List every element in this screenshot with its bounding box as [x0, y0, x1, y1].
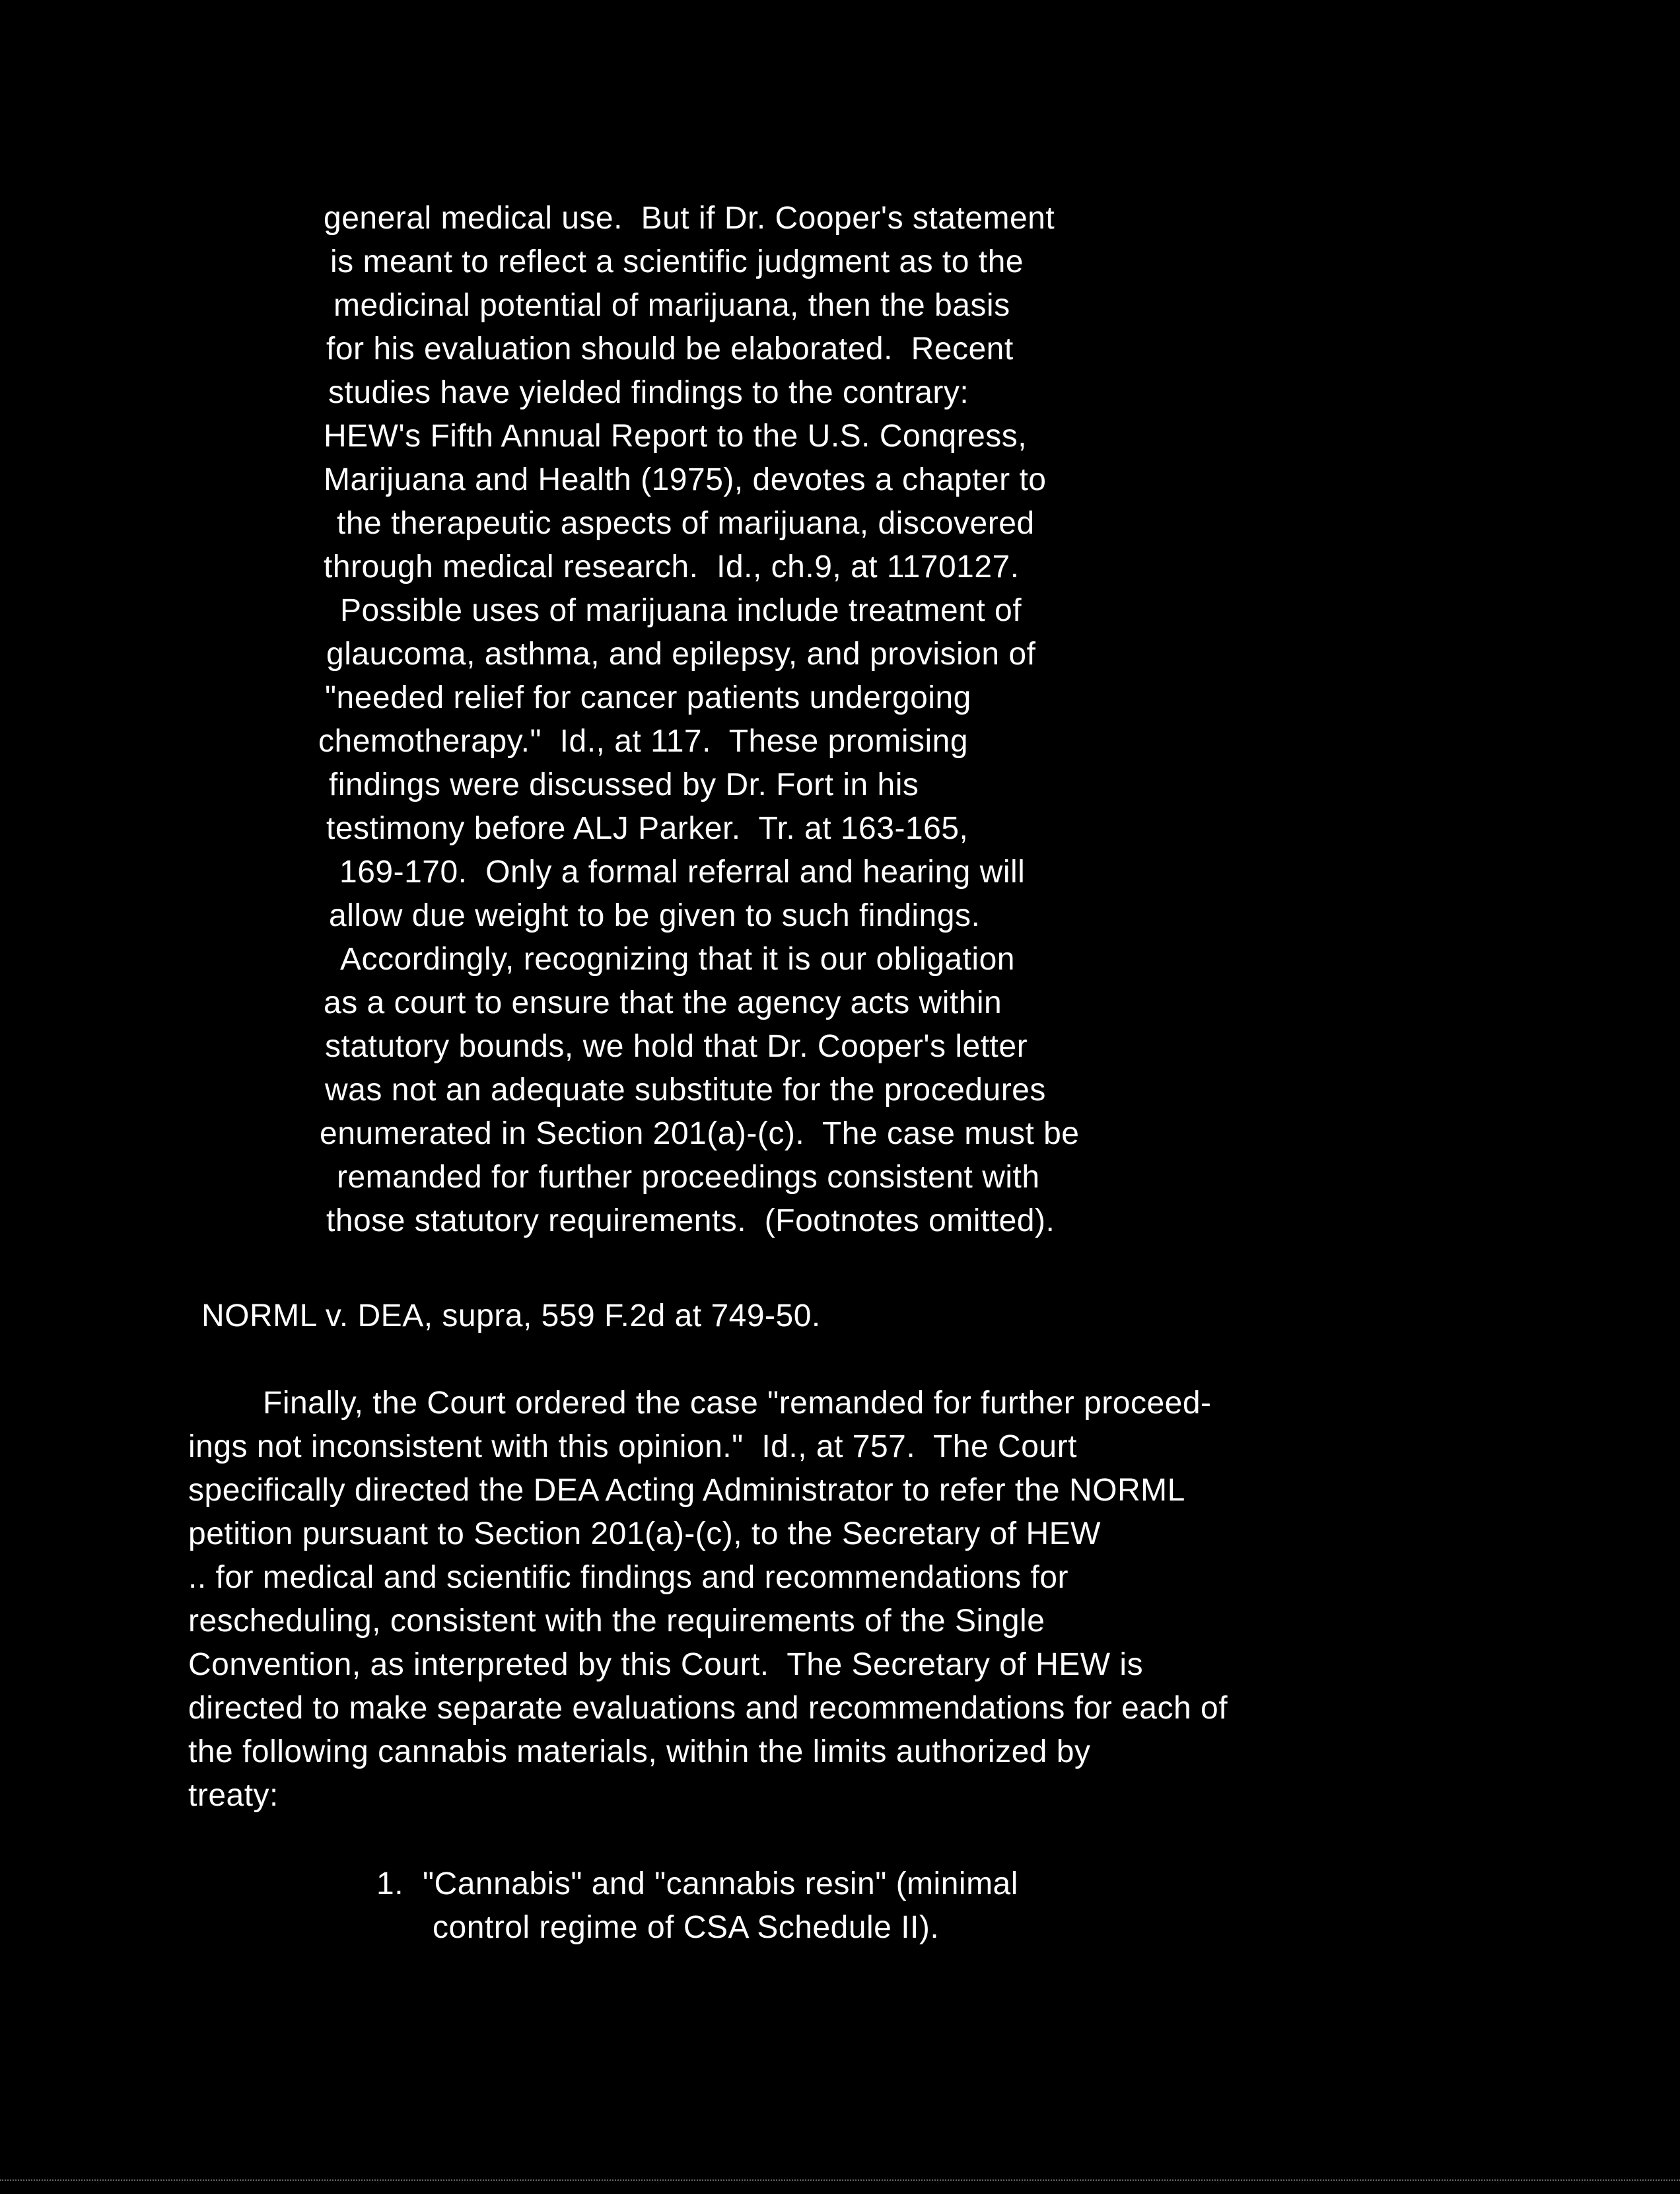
paragraph-line: .. for medical and scientific findings and recommendations for — [188, 1560, 1068, 1595]
quote-line: was not an adequate substitute for the procedures — [325, 1073, 1046, 1108]
quote-line: Marijuana and Health (1975), devotes a chapter to — [324, 462, 1047, 497]
citation: NORML v. DEA, supra, 559 F.2d at 749-50. — [201, 1298, 821, 1333]
paragraph-line: specifically directed the DEA Acting Administrator to refer the NORML — [188, 1473, 1185, 1508]
quote-line: the therapeutic aspects of marijuana, discovered — [337, 506, 1035, 541]
quote-line: statutory bounds, we hold that Dr. Cooper's letter — [325, 1029, 1028, 1064]
paragraph-line: Convention, as interpreted by this Court. The Secretary of HEW is — [188, 1647, 1144, 1682]
scan-edge-divider — [0, 2179, 1680, 2181]
quote-line: remanded for further proceedings consistent with — [337, 1160, 1040, 1195]
quote-line: general medical use. But if Dr. Cooper's statement — [324, 201, 1055, 236]
paragraph-line: rescheduling, consistent with the requirements of the Single — [188, 1604, 1045, 1639]
paragraph-line: Finally, the Court ordered the case "remanded for further proceed- — [263, 1386, 1212, 1421]
paragraph-line: directed to make separate evaluations and recommendations for each of — [188, 1691, 1228, 1726]
quote-line: for his evaluation should be elaborated. Recent — [326, 332, 1014, 367]
quote-line: allow due weight to be given to such findings. — [329, 898, 981, 933]
quote-line: through medical research. Id., ch.9, at 1170127. — [324, 549, 1020, 584]
quote-line: findings were discussed by Dr. Fort in his — [329, 767, 919, 802]
quote-line: as a court to ensure that the agency acts within — [324, 985, 1002, 1020]
list-item-text: "Cannabis" and "cannabis resin" (minimal — [423, 1866, 1018, 1901]
paragraph-line: treaty: — [188, 1778, 279, 1813]
quote-line: chemotherapy." Id., at 117. These promising — [318, 724, 969, 759]
quote-line: those statutory requirements. (Footnotes omitted). — [326, 1203, 1055, 1238]
quote-line: is meant to reflect a scientific judgment as to the — [330, 244, 1024, 279]
quote-line: enumerated in Section 201(a)-(c). The case must be — [320, 1116, 1080, 1151]
quote-line: Possible uses of marijuana include treatment of — [340, 593, 1022, 628]
paragraph-line: the following cannabis materials, within the limits authorized by — [188, 1734, 1091, 1769]
quote-line: testimony before ALJ Parker. Tr. at 163-165, — [326, 811, 969, 846]
paragraph-line: petition pursuant to Section 201(a)-(c), to the Secretary of HEW — [188, 1516, 1101, 1551]
list-item-text-continued: control regime of CSA Schedule II). — [433, 1910, 940, 1945]
quote-line: glaucoma, asthma, and epilepsy, and provision of — [326, 637, 1036, 672]
quote-line: HEW's Fifth Annual Report to the U.S. Conqress, — [324, 419, 1028, 454]
quote-line: Accordingly, recognizing that it is our obligation — [340, 942, 1015, 977]
quote-line: studies have yielded findings to the contrary: — [328, 375, 969, 410]
list-item-number: 1. — [376, 1866, 404, 1901]
quote-line: 169-170. Only a formal referral and hearing will — [339, 855, 1026, 890]
paragraph-line: ings not inconsistent with this opinion." Id., at 757. The Court — [188, 1429, 1077, 1464]
quote-line: medicinal potential of marijuana, then the basis — [333, 288, 1010, 323]
quote-line: "needed relief for cancer patients undergoing — [325, 680, 971, 715]
